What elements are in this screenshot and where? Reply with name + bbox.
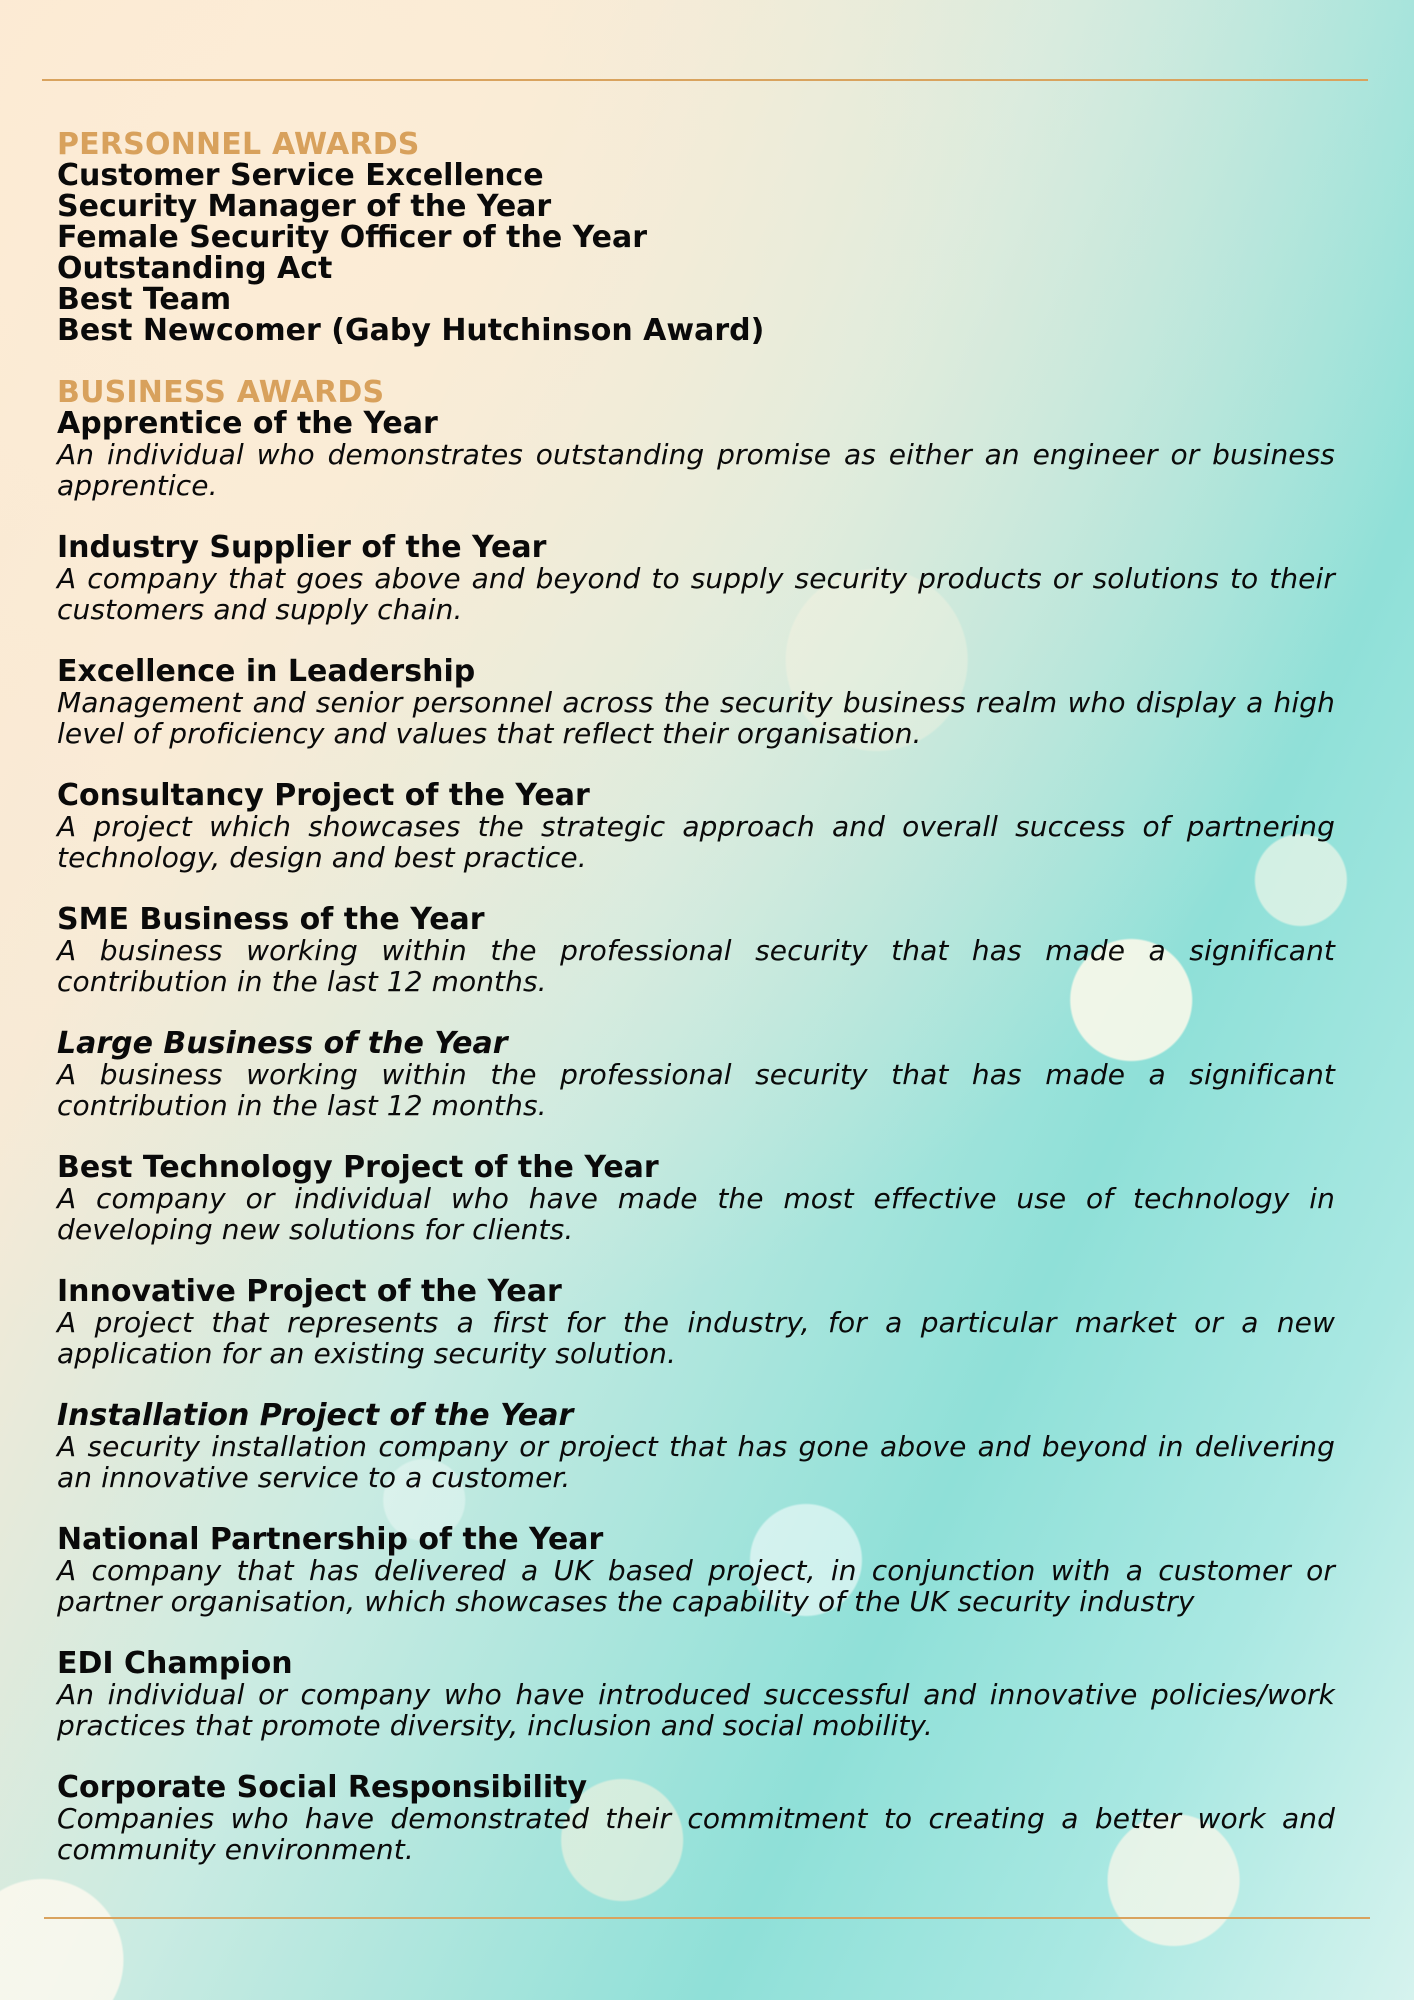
award-title: Corporate Social Responsibility: [57, 1770, 588, 1805]
business-award: [57, 780, 1335, 873]
business-award: [57, 1028, 1335, 1121]
personnel-award-item: Customer Service Excellence: [57, 158, 544, 193]
business-award: [57, 1524, 1335, 1617]
personnel-awards-list: [57, 160, 1335, 346]
personnel-award-item: Best Newcomer (Gaby Hutchinson Award): [57, 313, 765, 348]
award-title: SME Business of the Year: [57, 902, 485, 937]
award-title: Large Business of the Year: [57, 1026, 508, 1061]
award-title: Installation Project of the Year: [57, 1398, 574, 1433]
award-title: Innovative Project of the Year: [57, 1274, 562, 1309]
business-award: [57, 1772, 1335, 1865]
business-award: [57, 656, 1335, 749]
personnel-award-item: Best Team: [57, 282, 232, 317]
award-title: Industry Supplier of the Year: [57, 530, 547, 565]
award-title: National Partnership of the Year: [57, 1522, 604, 1557]
top-divider: [42, 79, 1368, 81]
personnel-award-item: Security Manager of the Year: [57, 189, 552, 224]
award-description: A company or individual who have made the most effective use of technology in developing new solutions for clients.: [57, 1182, 1335, 1246]
personnel-award-item: Female Security Officer of the Year: [57, 220, 647, 255]
award-title: Excellence in Leadership: [57, 654, 476, 689]
bottom-divider: [44, 1917, 1370, 1919]
award-description: A business working within the professional security that has made a significant contribution in the last 12 months.: [57, 934, 1335, 998]
business-award: [57, 904, 1335, 997]
award-description: Companies who have demonstrated their commitment to creating a better work and community environment.: [57, 1802, 1335, 1866]
business-award: [57, 1648, 1335, 1741]
personnel-awards-heading: PERSONNEL AWARDS: [57, 127, 420, 162]
award-title: EDI Champion: [57, 1646, 293, 1681]
award-description: A project which showcases the strategic approach and overall success of partnering technology, design and best practice.: [57, 810, 1335, 874]
personnel-award-item: Outstanding Act: [57, 251, 333, 286]
award-description: A company that has delivered a UK based project, in conjunction with a customer or partner organisation, which showcases the capability of the UK security industry: [57, 1554, 1335, 1618]
business-award: [57, 1400, 1335, 1493]
award-description: A project that represents a first for the industry, for a particular market or a new application for an existing security solution.: [57, 1306, 1335, 1370]
award-title: Best Technology Project of the Year: [57, 1150, 659, 1185]
award-description: An individual or company who have introduced successful and innovative policies/work practices that promote diversity, inclusion and social mobility.: [57, 1678, 1335, 1742]
section-spacer: [57, 346, 1335, 377]
award-description: A company that goes above and beyond to supply security products or solutions to their customers and supply chain.: [57, 562, 1335, 626]
award-title: Apprentice of the Year: [57, 406, 438, 441]
award-description: Management and senior personnel across the security business realm who display a high level of proficiency and values that reflect their organisation.: [57, 686, 1335, 750]
business-award: [57, 1276, 1335, 1369]
business-award: [57, 532, 1335, 625]
award-description: An individual who demonstrates outstanding promise as either an engineer or business apprentice.: [57, 438, 1335, 502]
awards-content: [57, 129, 1335, 1896]
award-description: A business working within the professional security that has made a significant contribution in the last 12 months.: [57, 1058, 1335, 1122]
award-description: A security installation company or project that has gone above and beyond in delivering an innovative service to a customer.: [57, 1430, 1335, 1494]
business-awards-heading: BUSINESS AWARDS: [57, 375, 385, 410]
award-title: Consultancy Project of the Year: [57, 778, 590, 813]
business-award: [57, 1152, 1335, 1245]
business-award: [57, 408, 1335, 501]
